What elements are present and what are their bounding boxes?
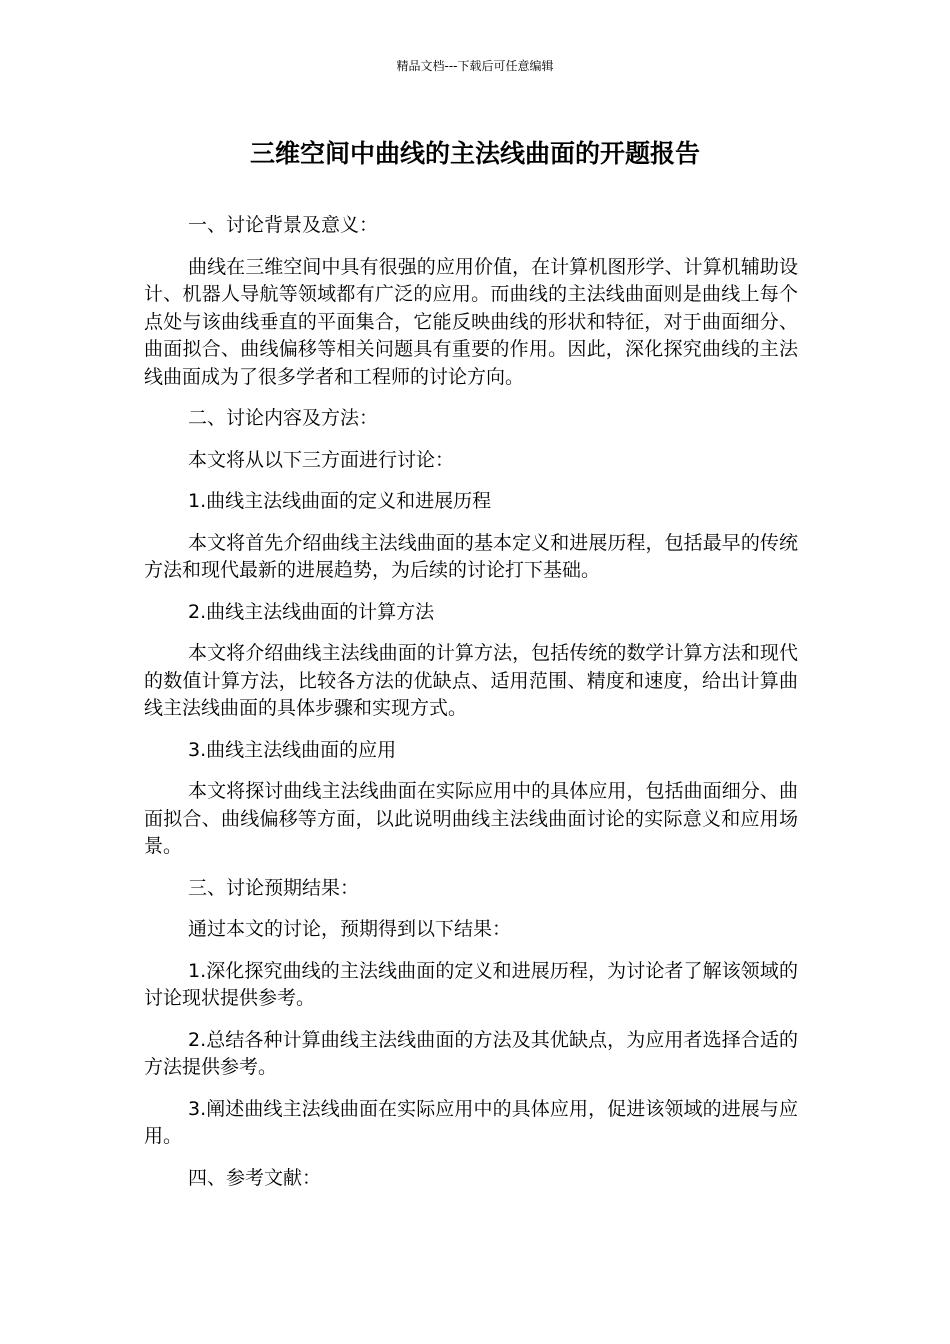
- document-title: 三维空间中曲线的主法线曲面的开题报告: [249, 139, 700, 168]
- subheading-computation: 2.曲线主法线曲面的计算方法: [188, 600, 435, 623]
- paragraph-background: 曲线在三维空间中具有很强的应用价值，在计算机图形学、计算机辅助设计、机器人导航等领域都有广泛的应用。而曲线的主法线曲面则是曲线上每个点处与该曲线垂直的平面集合，它能反映曲线的形状和特征，对于曲面细分、曲面拟合、曲线偏移等相关问题具有重要的作用。因此，深化探究曲线的主法线曲面成为了很多学者和工程师的讨论方向。: [144, 255, 798, 388]
- section-heading-background: 一、讨论背景及意义：: [188, 214, 379, 236]
- page-header: 精品文档---下载后可任意编辑: [396, 59, 554, 73]
- section-heading-references: 四、参考文献：: [188, 1166, 322, 1189]
- document-body: [144, 212, 798, 1206]
- subheading-definition: 1.曲线主法线曲面的定义和进展历程: [188, 490, 492, 512]
- paragraph-computation: 本文将介绍曲线主法线曲面的计算方法，包括传统的数学计算方法和现代的数值计算方法，比较各方法的优缺点、适用范围、精度和速度，给出计算曲线主法线曲面的具体步骤和实现方式。: [144, 642, 798, 719]
- result-item-3: 3.阐述曲线主法线曲面在实际应用中的具体应用，促进该领域的进展与应用。: [144, 1097, 798, 1147]
- section-heading-expected-results: 三、讨论预期结果：: [188, 876, 360, 899]
- section-heading-content-method: 二、讨论内容及方法：: [188, 407, 379, 429]
- result-item-1: 1.深化探究曲线的主法线曲面的定义和进展历程，为讨论者了解该领域的讨论现状提供参考。: [144, 959, 798, 1009]
- result-item-2: 2.总结各种计算曲线主法线曲面的方法及其优缺点，为应用者选择合适的方法提供参考。: [144, 1028, 798, 1078]
- paragraph-results-intro: 通过本文的讨论，预期得到以下结果：: [188, 918, 512, 940]
- subheading-application: 3.曲线主法线曲面的应用: [188, 738, 397, 761]
- paragraph-intro: 本文将从以下三方面进行讨论：: [188, 448, 455, 471]
- paragraph-definition: 本文将首先介绍曲线主法线曲面的基本定义和进展历程，包括最早的传统方法和现代最新的进展趋势，为后续的讨论打下基础。: [144, 531, 798, 581]
- paragraph-application: 本文将探讨曲线主法线曲面在实际应用中的具体应用，包括曲面细分、曲面拟合、曲线偏移等方面，以此说明曲线主法线曲面讨论的实际意义和应用场景。: [144, 780, 798, 857]
